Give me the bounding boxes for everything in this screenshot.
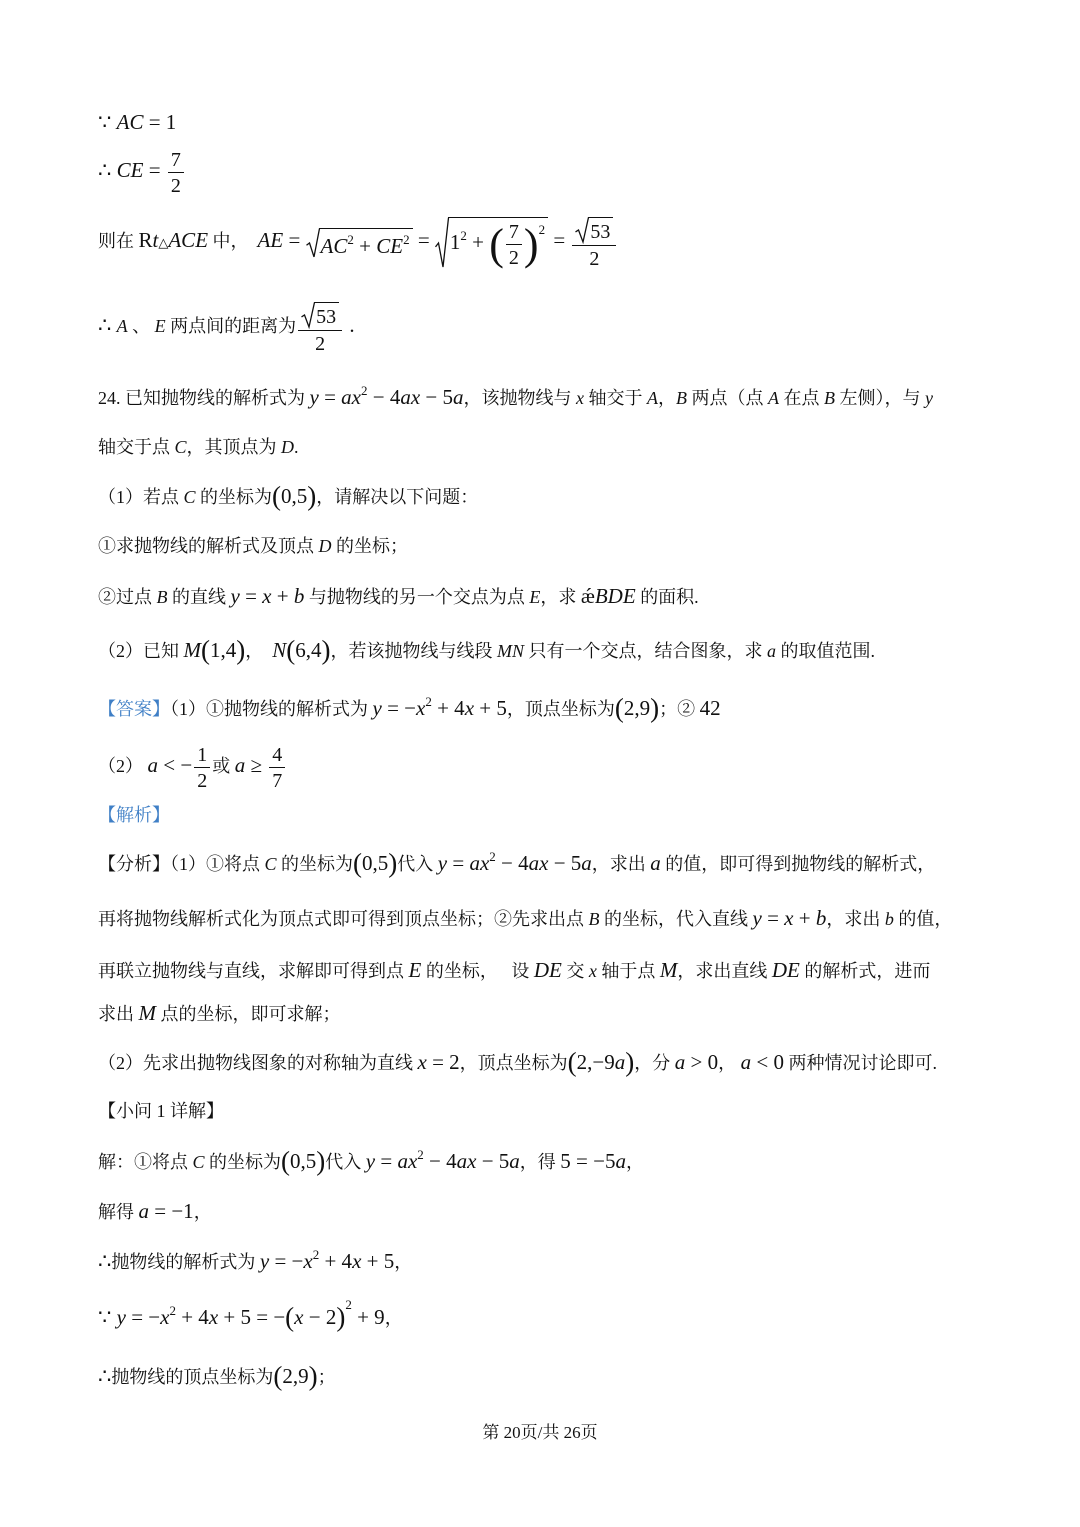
math-italic: ax [528,851,549,875]
radical-stroke [306,228,319,256]
math-roman: + 5 [361,1249,395,1273]
left-paren: ( [353,848,363,878]
radical-sign-icon [301,302,315,328]
right-paren: ) [316,1146,326,1176]
text-run: 交 [561,961,589,981]
text-run: 左侧），与 [835,388,926,408]
math-roman: ∵ [98,1305,117,1329]
fraction [506,222,522,268]
math-italic: N [272,638,287,662]
math-italic: y [365,1149,376,1173]
math-roman: 7 [508,220,519,243]
math-italic: DE [771,958,800,982]
fraction [298,302,342,354]
ae-distance-conclusion [98,295,355,355]
math-italic: y [372,696,382,720]
math-italic: x [208,1305,219,1329]
math-roman: ∴ [98,158,117,182]
left-paren: ( [285,1302,295,1332]
math-roman: + 4 [175,1305,209,1329]
radicand [588,217,613,243]
text-run: 再将抛物线解析式化为顶点式即可得到顶点坐标；②先求出点 [98,909,589,929]
text-run: ，顶点坐标为 [459,1053,568,1073]
numerator [168,150,184,173]
math-italic: a [581,851,592,875]
math-italic: y [309,385,319,409]
math-italic: x [303,1249,313,1273]
analysis-line-2 [98,888,952,948]
math-roman: 53 [590,220,611,243]
superscript: 2 [169,1303,176,1318]
right-paren: ) [236,635,246,665]
math-roman: − 2 [303,1305,337,1329]
math-roman: 0,5 [290,1149,317,1173]
math-italic: AC [320,233,348,258]
radicand [314,302,339,328]
text-run: 的坐标为 [204,1152,282,1172]
math-roman: + 4 [319,1249,353,1273]
square-root [575,217,613,243]
solution-step-5 [98,1346,336,1406]
math-roman: 2 [589,247,600,270]
numerator [572,217,616,246]
math-italic: x [294,1305,304,1329]
math-roman: 7 [272,769,283,792]
math-italic: x [352,1249,362,1273]
text-run: 或 [212,756,235,776]
ae-length-calculation [98,200,618,280]
text-run: 轴于点 [596,961,660,981]
text-run: 解得 [98,1202,139,1222]
text-run: ，求出 [826,909,885,929]
math-roman: 2 [315,332,326,355]
math-roman: − 5 [476,1149,510,1173]
right-paren: ) [321,635,331,665]
text-run: 抛物线的解析式为 [111,1252,260,1272]
math-roman: ∵ [98,110,117,134]
right-paren: ) [388,848,398,878]
math-italic: ax [341,385,361,409]
text-run: 则在 [98,231,139,251]
fraction [194,745,210,791]
superscript: 2 [403,231,410,247]
text-run: 轴交于 [584,388,648,408]
text-run: 24. 已知抛物线的解析式为 [98,388,310,408]
math-roman: 2 [508,246,519,269]
text-run: 的坐标为 [195,487,273,507]
left-paren: ( [273,1361,283,1391]
denominator [269,768,285,791]
inline-variable: x [588,961,597,981]
inline-variable: MN [497,641,525,661]
inline-variable: C [264,854,277,874]
text-run: 的直线 [167,587,231,607]
math-italic: a [674,1050,686,1074]
math-roman: 2,9 [282,1364,309,1388]
math-italic: a [234,753,246,777]
text-run: 的值， [893,909,953,929]
numerator [298,302,342,331]
superscript: 2 [425,694,432,709]
radicand [448,217,548,269]
text-run: ， [384,1308,403,1328]
text-run: （1）若点 [98,487,184,507]
math-roman: 2 [197,769,208,792]
small-symbol: △ [158,236,169,251]
section-label: 【解析】 [98,805,170,825]
numerator [194,745,210,768]
right-paren: ) [308,1361,318,1391]
fraction [168,150,184,196]
text-run: 与抛物线的另一个交点为点 [304,587,530,607]
fraction [269,745,285,791]
math-italic: E [408,958,422,982]
text-run: （2）先求出抛物线图象的对称轴为直线 [98,1053,418,1073]
inline-variable: b [884,909,894,929]
math-roman: 6,4 [295,638,322,662]
math-italic: ACE [168,228,209,252]
math-italic: CE [116,158,144,182]
math-italic: x [784,906,794,930]
math-roman: = [239,584,263,608]
section-label: 【答案】 [98,699,170,719]
inline-variable: A [647,388,659,408]
math-roman: = − [381,696,417,720]
text-run: 的取值范围. [776,641,876,661]
right-paren: ) [625,1047,635,1077]
math-roman: 1 [197,743,208,766]
text-run: ①求抛物线的解析式及顶点 [98,536,319,556]
math-italic: x [417,1050,427,1074]
math-roman: + 5 [474,696,507,720]
radical-stroke [302,302,315,327]
text-run: ，顶点坐标为 [506,699,615,719]
inline-variable: a [767,641,777,661]
text-run: ，分 [634,1053,675,1073]
math-roman: = [548,228,571,252]
math-italic: M [659,958,678,982]
text-run: 两种情况讨论即可. [783,1053,937,1073]
text-run: 【小问 1 详解】 [98,1101,224,1121]
math-roman: + 9 [351,1305,385,1329]
right-paren: ) [307,481,317,511]
text-run: ， [625,1152,644,1172]
math-roman: 53 [316,305,337,328]
math-roman: = [143,158,166,182]
inline-variable: A [768,388,780,408]
text-run: 抛物线的顶点坐标为 [111,1367,274,1387]
text-run: （1）①抛物线的解析式为 [170,699,373,719]
math-italic: a [614,1050,626,1074]
text-run: 的值，即可得到抛物线的解析式， [660,854,936,874]
radical-sign-icon [575,217,589,243]
text-run: 两点（点 [687,388,769,408]
right-paren: ) [650,693,660,723]
inline-variable: E [529,587,541,607]
analysis-line-1 [98,833,935,893]
text-run: ，请解决以下问题： [316,487,479,507]
left-paren: ( [272,481,282,511]
math-roman: 2,−9 [576,1050,615,1074]
text-run: ， [245,641,273,661]
math-italic: a [650,851,661,875]
text-run: 的坐标，代入直线 [599,909,753,929]
page-footer: 第 20页/共 26页 [482,1423,598,1442]
math-roman: + [466,230,490,254]
solution-step-3 [98,1231,412,1291]
math-italic: a [509,1149,520,1173]
tall-paren: ) [523,219,539,269]
superscript: 2 [538,222,546,237]
inline-variable: E [154,316,166,336]
math-roman: + 4 [431,696,465,720]
math-roman: . [344,313,355,337]
text-run: ， [193,1202,212,1222]
math-roman: > 0 [685,1050,719,1074]
math-roman: + [353,233,377,258]
left-paren: ( [201,635,210,665]
text-run: ，若该抛物线与线段 [330,641,498,661]
math-roman: ǽ [580,584,595,608]
text-run: ， [718,1053,741,1073]
inline-variable: C [192,1152,205,1172]
math-roman: 4 [272,743,283,766]
math-roman: ≥ [245,753,268,777]
text-run: ，求出直线 [677,961,772,981]
superscript: 2 [417,1147,424,1162]
math-italic: y [752,906,762,930]
math-roman: − 5 [420,385,454,409]
math-roman: 0,5 [362,851,389,875]
math-roman: = 1 [143,110,177,134]
math-roman: + [271,584,294,608]
math-italic: ax [456,1149,477,1173]
math-italic: y [116,1305,126,1329]
math-roman: R [138,228,153,252]
superscript: 2 [345,1297,352,1312]
text-run: . [294,437,299,457]
text-run: 中， [208,231,258,251]
text-run: 的面积. [635,587,699,607]
inline-variable: C [174,437,187,457]
text-run: 两点间的距离为 [165,316,297,336]
math-roman: = [283,228,306,252]
math-roman: = −1 [149,1199,194,1223]
math-roman: + 5 = − [218,1305,286,1329]
text-run: 的坐标； [331,536,408,556]
math-roman: < 0 [751,1050,784,1074]
math-roman: 7 [170,148,181,171]
inline-variable: x [576,388,585,408]
text-run: 的坐标， 设 [421,961,534,981]
denominator [194,768,210,791]
text-run: 的解析式，进而 [799,961,931,981]
left-paren: ( [286,635,296,665]
inline-variable: B [156,587,168,607]
denominator [506,245,522,268]
numerator [506,222,522,245]
math-roman: = − [269,1249,304,1273]
math-roman: 2,9 [623,696,651,720]
denominator [298,331,342,354]
math-roman: ∴ [98,1249,112,1273]
text-run: 解：①将点 [98,1152,193,1172]
math-italic: a [453,385,464,409]
math-italic: BDE [594,584,636,608]
radical-stroke [435,218,448,267]
math-roman: 5 = −5 [560,1149,616,1173]
radical-sign-icon [435,217,449,269]
math-italic: x [160,1305,170,1329]
derived-ce-value [98,140,186,200]
math-italic: a [740,1050,752,1074]
square-root [301,302,339,328]
text-run: ，其顶点为 [186,437,282,457]
left-paren: ( [614,693,624,723]
math-italic: ax [469,851,490,875]
math-roman: = [375,1149,398,1173]
math-roman: 2 [170,174,181,197]
math-roman: − 4 [495,851,529,875]
square-root [306,228,413,258]
text-run: 代入 [325,1152,366,1172]
math-roman: 1 [449,230,461,254]
left-paren: ( [567,1047,577,1077]
text-run: 、 [127,316,155,336]
inline-variable: y [925,388,934,408]
text-run: ，求出 [591,854,651,874]
math-italic: DE [533,958,562,982]
tall-paren: ( [489,219,504,269]
math-italic: M [183,638,201,662]
superscript: 2 [347,231,354,247]
superscript: 2 [361,383,368,398]
text-run: 只有一个交点，结合图象，求 [524,641,768,661]
inline-variable: B [824,388,836,408]
math-italic: AE [257,228,284,252]
inline-variable: B [676,388,688,408]
math-italic: CE [376,233,404,258]
right-paren: ) [336,1302,346,1332]
math-roman: = [447,851,470,875]
part-2-prompt [98,620,875,680]
math-roman: = 2 [426,1050,460,1074]
text-run: 代入 [397,854,438,874]
math-italic: y [437,851,448,875]
math-italic: a [138,1199,149,1223]
text-run: ；② [659,699,700,719]
left-paren: ( [281,1146,291,1176]
superscript: 2 [460,228,467,243]
math-roman: − 4 [423,1149,457,1173]
math-italic: x [464,696,475,720]
math-italic: y [230,584,240,608]
math-italic: b [293,584,305,608]
text-run: 在点 [779,388,825,408]
math-italic: ax [400,385,421,409]
radical-stroke [576,217,589,242]
part-1-task-2 [98,566,699,626]
text-run: （2） [98,756,148,776]
text-run: ，求 [540,587,581,607]
inline-variable: C [183,487,196,507]
text-run: 再联立抛物线与直线，求解即可得到点 [98,961,409,981]
text-run: 求出 [98,1004,139,1024]
math-roman: + [793,906,816,930]
answer-part-1 [98,678,721,738]
math-italic: ax [397,1149,418,1173]
math-italic: x [416,696,426,720]
inline-variable: D [318,536,332,556]
math-roman: ∴ [98,313,117,337]
inline-variable: D [281,437,295,457]
math-roman: − 5 [548,851,582,875]
math-italic: AC [116,110,144,134]
math-roman: 0,5 [281,484,308,508]
radicand [319,228,413,258]
solution-step-4 [98,1287,403,1347]
text-run: ②过点 [98,587,157,607]
math-roman: = [412,228,435,252]
math-italic: t [152,228,159,252]
text-run: 的坐标为 [276,854,354,874]
math-roman: 42 [699,696,721,720]
denominator [168,173,184,196]
math-roman: 1,4 [210,638,237,662]
math-roman: < − [158,753,193,777]
numerator [269,745,285,768]
text-run: 轴交于点 [98,437,175,457]
superscript: 2 [489,849,496,864]
fraction [572,217,616,269]
math-italic: b [815,906,827,930]
math-italic: y [259,1249,270,1273]
text-run: ， [394,1252,413,1272]
superscript: 2 [312,1247,320,1262]
inline-variable: A [116,316,128,336]
text-run: ； [317,1367,336,1387]
math-roman: = [318,385,342,409]
text-run: ，得 [519,1152,561,1172]
math-roman: − 4 [367,385,401,409]
text-run: ， [658,388,677,408]
math-italic: a [615,1149,626,1173]
math-roman: ∴ [98,1364,112,1388]
math-italic: a [147,753,158,777]
text-run: 点的坐标，即可求解； [156,1004,341,1024]
radical-sign-icon [306,228,320,258]
text-run: ，该抛物线与 [463,388,577,408]
math-italic: M [138,1001,156,1025]
inline-variable: B [588,909,600,929]
denominator [572,246,616,269]
text-run: 【分析】（1）①将点 [98,854,265,874]
math-italic: x [262,584,272,608]
text-run: （2）已知 [98,641,184,661]
math-roman: = [761,906,785,930]
square-root [435,217,548,269]
math-roman: = − [125,1305,161,1329]
